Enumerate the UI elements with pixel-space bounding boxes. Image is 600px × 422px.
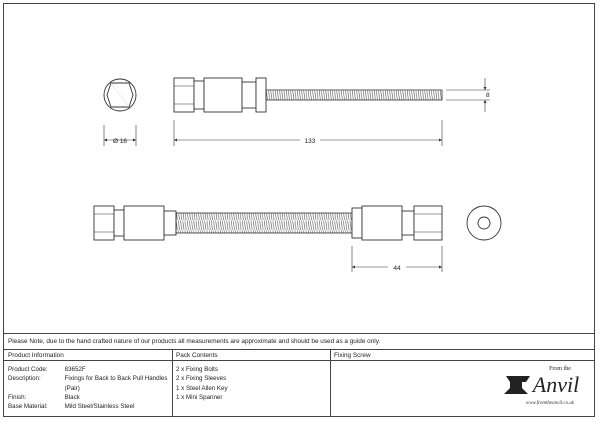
- diameter-dimension: [104, 125, 136, 146]
- product-row: [4, 402, 172, 411]
- product-row: [4, 374, 172, 393]
- pack-item: 1 x Mini Spanner: [176, 393, 223, 401]
- assembled-fixing-bottom: [94, 206, 442, 240]
- product-row-key: Product Code:: [8, 366, 48, 373]
- anvil-icon: [504, 376, 530, 394]
- overall-length-label: 133: [304, 138, 316, 145]
- product-row: [4, 393, 172, 402]
- fixing-screw-header: Fixing Screw: [330, 350, 595, 361]
- sleeve-end-view: [467, 206, 501, 240]
- pack-contents-header: Pack Contents: [172, 350, 330, 361]
- product-row-key: Base Material:: [8, 403, 48, 411]
- pack-item: 2 x Fixing Sleeves: [176, 375, 227, 383]
- pack-item: 2 x Fixing Bolts: [176, 366, 218, 373]
- overall-length-dimension: [174, 120, 442, 146]
- hex-end-view: [104, 79, 136, 111]
- disclaimer-note: Please Note, due to the hand crafted nature of our products all measurements are approximate and should be used as a guide only.: [4, 333, 594, 349]
- product-row: [4, 365, 172, 374]
- product-row-value: 83652F: [64, 366, 86, 373]
- product-row-value: Black: [64, 393, 80, 401]
- product-row-key: Finish:: [8, 393, 27, 401]
- logo-name: Anvil: [532, 372, 580, 397]
- screw-length-label: 44: [393, 265, 401, 272]
- product-info-header: Product Information: [4, 350, 172, 361]
- screw-length-dimension: [352, 246, 442, 272]
- rod-diameter-label: 8: [486, 92, 490, 99]
- pack-contents-list: [172, 361, 330, 417]
- product-info-list: [4, 361, 172, 417]
- hex-diameter-label: Ø 16: [112, 138, 128, 145]
- logo-url: www.fromtheanvil.co.uk: [525, 401, 575, 406]
- rod-diameter-dimension: [446, 78, 490, 112]
- product-row-value: Mild Steel/Stainless Steel: [64, 403, 135, 411]
- from-the-anvil-logo: [500, 358, 592, 414]
- fixing-bolt-top: [174, 78, 442, 112]
- pack-item: 1 x Steel Allen Key: [176, 384, 228, 392]
- logo-prefix: From the: [549, 366, 571, 372]
- product-row-value: Fixings for Back to Back Pull Handles (Pair): [64, 375, 168, 392]
- product-row-key: Description:: [8, 375, 41, 383]
